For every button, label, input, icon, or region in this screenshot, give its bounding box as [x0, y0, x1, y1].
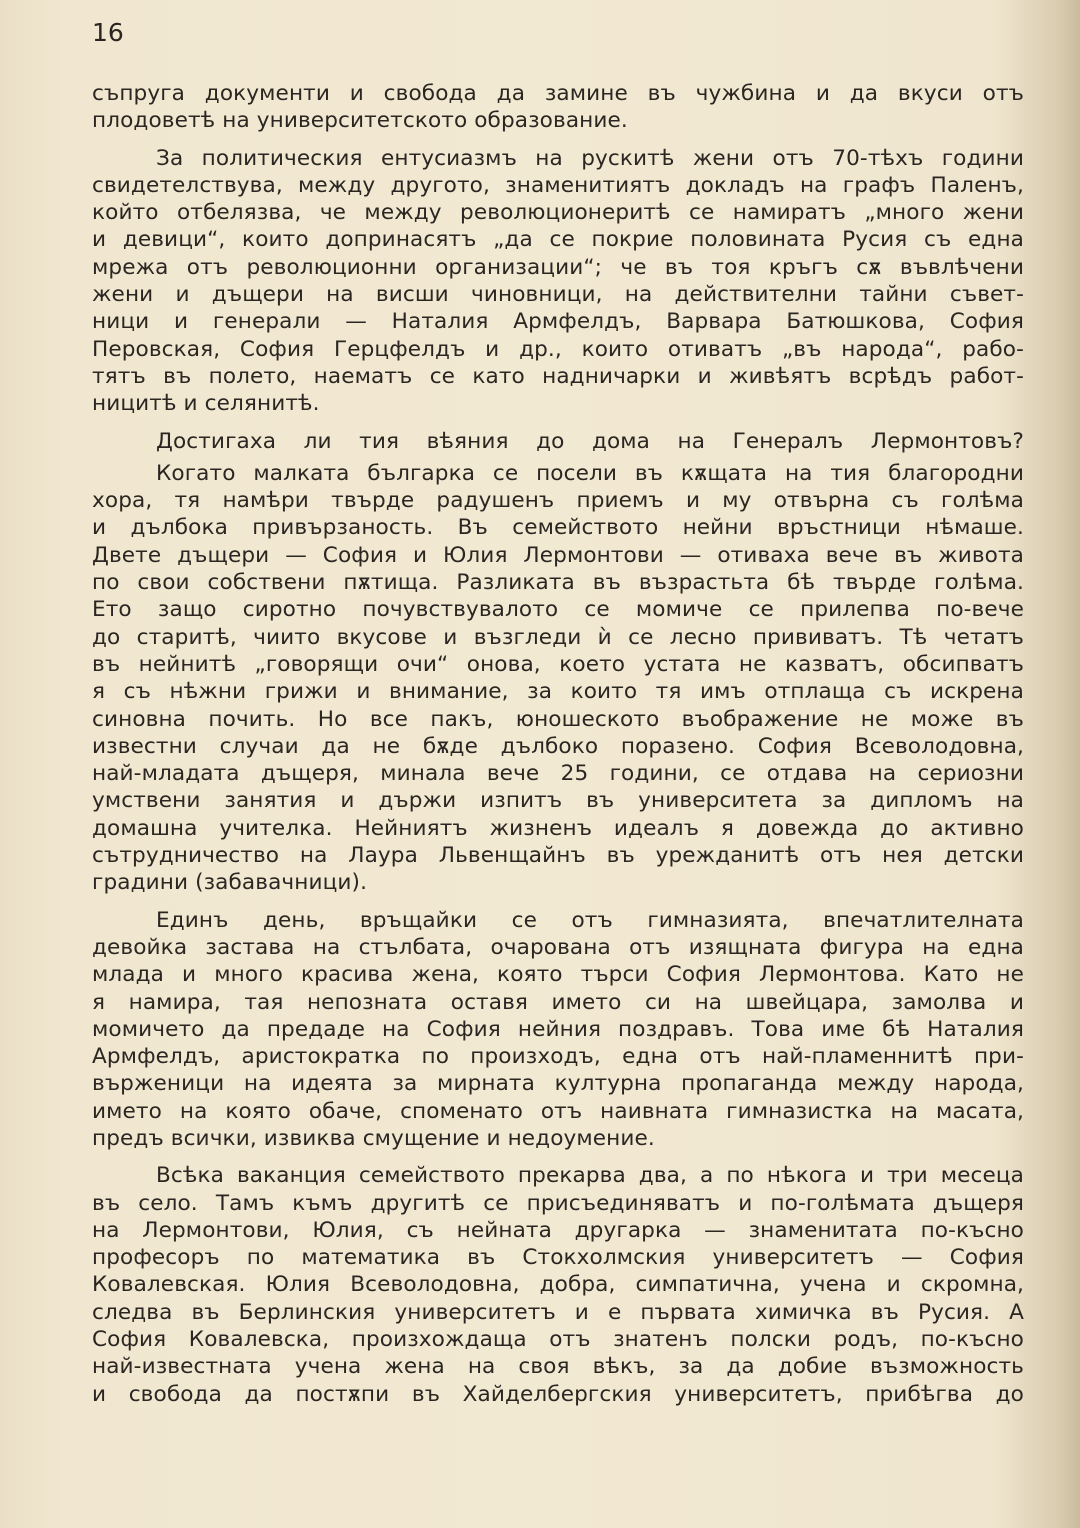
- text-line: градини (забавачници).: [92, 870, 368, 896]
- text-line: въ село. Тамъ къмъ другитѣ се присъединяватъ и по-голѣмата дъщеря: [92, 1190, 1024, 1216]
- text-line: известни случаи да не бѫде дълбоко поразено. София Всеволодовна,: [92, 733, 1024, 759]
- text-line: най-младата дъщеря, минала вече 25 години, се отдава на сериозни: [92, 761, 1024, 787]
- text-line: следва въ Берлинския университетъ и е първата химичка въ Русия. А: [92, 1299, 1024, 1325]
- text-line: Ето защо сиротно почувствувалото се момиче се прилепва по-вече: [92, 597, 1024, 623]
- text-line: мрежа отъ революционни организации“; че въ тоя кръгъ сѫ въвлѣчени: [92, 254, 1024, 280]
- text-line: Достигаха ли тия вѣяния до дома на Генералъ Лермонтовъ?: [156, 428, 1024, 454]
- text-line: Перовская, София Герцфелдъ и др., които отиватъ „въ народа“, рабо-: [92, 336, 1024, 362]
- text-line: ницитѣ и селянитѣ.: [92, 391, 320, 417]
- text-line: върженици на идеята за мирната културна пропаганда между народа,: [92, 1071, 1024, 1097]
- text-line: плодоветѣ на университетското образование.: [92, 108, 628, 134]
- text-line: жени и дъщери на висши чиновници, на действителни тайни съвет-: [92, 282, 1024, 308]
- text-line: предъ всички, извиква смущение и недоумение.: [92, 1125, 655, 1151]
- text-line: и дълбока привързаность. Въ семейството нейни връстници нѣмаше.: [92, 515, 1024, 541]
- paragraph: [92, 1162, 1024, 1408]
- text-line: тятъ въ полето, наематъ се като надничарки и живѣятъ всрѣдъ работ-: [92, 363, 1024, 389]
- text-line: я намира, тая непозната оставя името си на швейцара, замолва и: [92, 989, 1024, 1015]
- text-line: на Лермонтови, Юлия, съ нейната другарка — знаменитата по-късно: [92, 1217, 1024, 1243]
- text-line: Всѣка ваканция семейството прекарва два, а по нѣкога и три месеца: [156, 1163, 1024, 1189]
- text-line: София Ковалевска, произхождаща отъ знатенъ полски родъ, по-късно: [92, 1327, 1024, 1353]
- text-line: девойка застава на стълбата, очарована отъ изящната фигура на една: [92, 934, 1024, 960]
- body-text: [92, 80, 1024, 1408]
- text-line: свидетелствува, между другото, знаменитиятъ докладъ на графъ Паленъ,: [92, 172, 1024, 198]
- text-line: Единъ день, връщайки се отъ гимназията, впечатлителната: [156, 907, 1024, 933]
- text-line: умствени занятия и държи изпитъ въ университета за дипломъ на: [92, 788, 1024, 814]
- paragraph: [92, 145, 1024, 418]
- text-line: и девици“, които допринасятъ „да се покрие половината Русия съ една: [92, 227, 1024, 253]
- text-line: млада и много красива жена, която търси София Лермонтова. Като не: [92, 962, 1024, 988]
- text-line: хора, тя намѣри твърде радушенъ приемъ и му отвърна съ голѣма: [92, 488, 1024, 514]
- paragraph: [92, 80, 1024, 135]
- text-line: името на която обаче, споменато отъ наивната гимназистка на масата,: [92, 1098, 1024, 1124]
- text-line: въ нейнитѣ „говорящи очи“ онова, което устата не казватъ, обсипватъ: [92, 651, 1024, 677]
- text-line: сътрудничество на Лаура Львенщайнъ въ урежданитѣ отъ нея детски: [92, 843, 1024, 869]
- text-line: който отбелязва, че между революционеритѣ се намиратъ „много жени: [92, 200, 1024, 226]
- text-line: синовна почить. Но все пакъ, юношеското въображение не може въ: [92, 706, 1024, 732]
- paragraph: [92, 428, 1024, 455]
- text-line: я съ нѣжни грижи и внимание, за които тя имъ отплаща съ искрена: [92, 679, 1024, 705]
- text-line: домашна учителка. Нейниятъ жизненъ идеалъ я довежда до активно: [92, 815, 1024, 841]
- text-line: и свобода да постѫпи въ Хайделбергския университетъ, прибѣгва до: [92, 1381, 1024, 1407]
- paragraph: [92, 460, 1024, 897]
- text-line: съпруга документи и свобода да замине въ чужбина и да вкуси отъ: [92, 81, 1024, 106]
- text-line: Ковалевская. Юлия Всеволодовна, добра, симпатична, учена и скромна,: [92, 1272, 1024, 1298]
- text-line: по свои собствени пѫтища. Разликата въ възрастьта бѣ твърде голѣма.: [92, 570, 1024, 596]
- text-line: момичето да предаде на София нейния поздравъ. Това име бѣ Наталия: [92, 1016, 1024, 1042]
- text-line: Армфелдъ, аристократка по произходъ, една отъ най-пламеннитѣ при-: [92, 1044, 1024, 1070]
- page-number: 16: [92, 18, 124, 47]
- text-line: най-известната учена жена на своя вѣкъ, за да добие възможность: [92, 1354, 1024, 1380]
- text-line: За политическия ентусиазмъ на рускитѣ жени отъ 70-тѣхъ години: [156, 145, 1024, 171]
- text-line: ници и генерали — Наталия Армфелдъ, Варвара Батюшкова, София: [92, 309, 1024, 335]
- text-line: до старитѣ, чиито вкусове и възгледи ѝ се лесно прививатъ. Тѣ четатъ: [92, 624, 1024, 650]
- paragraph: [92, 907, 1024, 1153]
- text-line: Двете дъщери — София и Юлия Лермонтови — отиваха вече въ живота: [92, 542, 1024, 568]
- text-line: Когато малката българка се посели въ кѫщата на тия благородни: [156, 460, 1024, 486]
- text-line: професоръ по математика въ Стокхолмския университетъ — София: [92, 1245, 1024, 1271]
